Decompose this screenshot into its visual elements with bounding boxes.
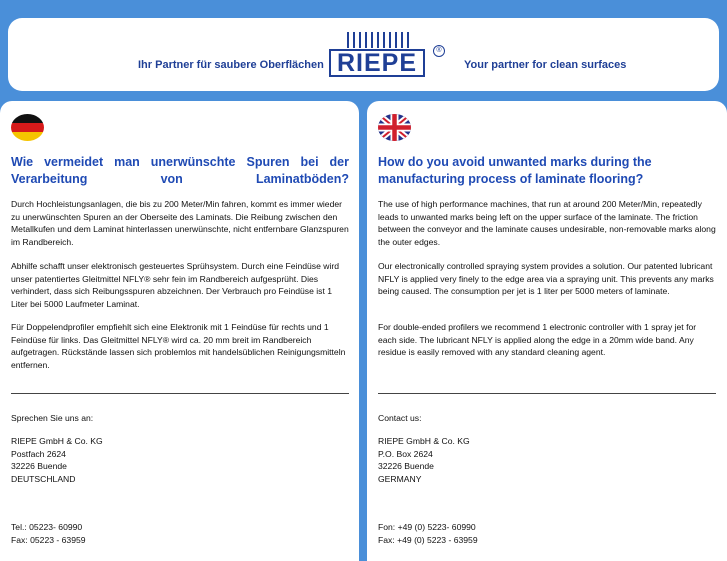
english-phone: Fon: +49 (0) 5223- 60990	[378, 522, 476, 532]
german-fax: Fax: 05223 - 63959	[11, 535, 86, 545]
riepe-logo[interactable]	[329, 32, 446, 80]
german-phone: Tel.: 05223- 60990	[11, 522, 83, 532]
english-address	[378, 435, 470, 485]
tagline-german: Ihr Partner für saubere Oberflächen	[138, 59, 324, 71]
address-line: DEUTSCHLAND	[11, 473, 76, 484]
address-line: P.O. Box 2624	[378, 448, 433, 459]
german-heading: Wie vermeidet man unerwünschte Spuren bei der Verarbeitung von Laminatböden?	[11, 155, 349, 186]
address-line: GERMANY	[378, 473, 422, 484]
german-paragraph-2: Abhilfe schafft unser elektronisch gesteuertes Sprühsystem. Durch eine Feindüse wird unser patentiertes Gleitmittel NFLY® sehr fein im Randbereich aufgesprüht. Dies verhindert, dass sich Reibungsspuren abzeichnen. Der Verbrauch pro Feindüse ist 1 Liter bei 5000 Laufmeter Laminat.	[11, 261, 340, 309]
logo-lines-icon	[347, 32, 409, 48]
german-address	[11, 435, 103, 485]
registered-mark: ®	[433, 45, 445, 57]
english-heading: How do you avoid unwanted marks during the manufacturing process of laminate flooring?	[378, 155, 652, 186]
uk-flag-icon[interactable]	[378, 114, 411, 141]
german-paragraph-3: Für Doppelendprofiler empfiehlt sich eine Elektronik mit 1 Feindüse für rechts und 1 Feindüse für links. Das Gleitmittel NFLY® wird ca. 20 mm breit im Randbereich aufgetragen. Rückstände lassen sich problemlos mit handelsüblichen Reinigungsmitteln entfernen.	[11, 322, 346, 370]
address-line: Postfach 2624	[11, 448, 66, 459]
english-panel	[367, 101, 727, 561]
english-paragraph-3: For double-ended profilers we recommend 1 electronic controller with 1 spray jet for each side. The lubricant NFLY is applied along the edge in a 20mm wide band. Any residue is easily removed with any standard cleaning agent.	[378, 322, 697, 357]
logo-text: RIEPE	[329, 49, 425, 77]
german-flag-icon[interactable]	[11, 114, 44, 141]
english-contact-label: Contact us:	[378, 413, 422, 423]
address-line: 32226 Buende	[378, 461, 434, 471]
tagline-english: Your partner for clean surfaces	[464, 59, 627, 71]
german-paragraph-1: Durch Hochleistungsanlagen, die bis zu 200 Meter/Min fahren, kommt es immer wieder zu unerwünschten Spuren an der Oberseite des Laminats. Die Reibung zwischen den Metallkufen und dem Laminat hinterlassen unerwünschte, nicht entfernbare Glanzspuren im Randbereich.	[11, 199, 349, 247]
header-banner	[8, 18, 719, 91]
english-paragraph-2: Our electronically controlled spraying system provides a solution. Our patented lubricant NFLY is applied very finely to the edge area via a spraying unit. This prevents any marks being caused. The consumption per jet is 1 liter per 5000 meters of laminate.	[378, 261, 714, 296]
english-divider	[378, 393, 716, 394]
english-fax: Fax: +49 (0) 5223 - 63959	[378, 535, 478, 545]
address-line: RIEPE GmbH & Co. KG	[11, 436, 103, 446]
english-paragraph-1: The use of high performance machines, that run at around 200 Meter/Min, repeatedly leads to unwanted marks being left on the upper surface of the laminate. The friction between the conveyor and the laminate causes undesirable, non-removable marks along the outer edges.	[378, 199, 716, 247]
address-line: 32226 Buende	[11, 461, 67, 471]
german-panel	[0, 101, 359, 561]
german-contact-label: Sprechen Sie uns an:	[11, 413, 94, 423]
german-divider	[11, 393, 349, 394]
address-line: RIEPE GmbH & Co. KG	[378, 436, 470, 446]
